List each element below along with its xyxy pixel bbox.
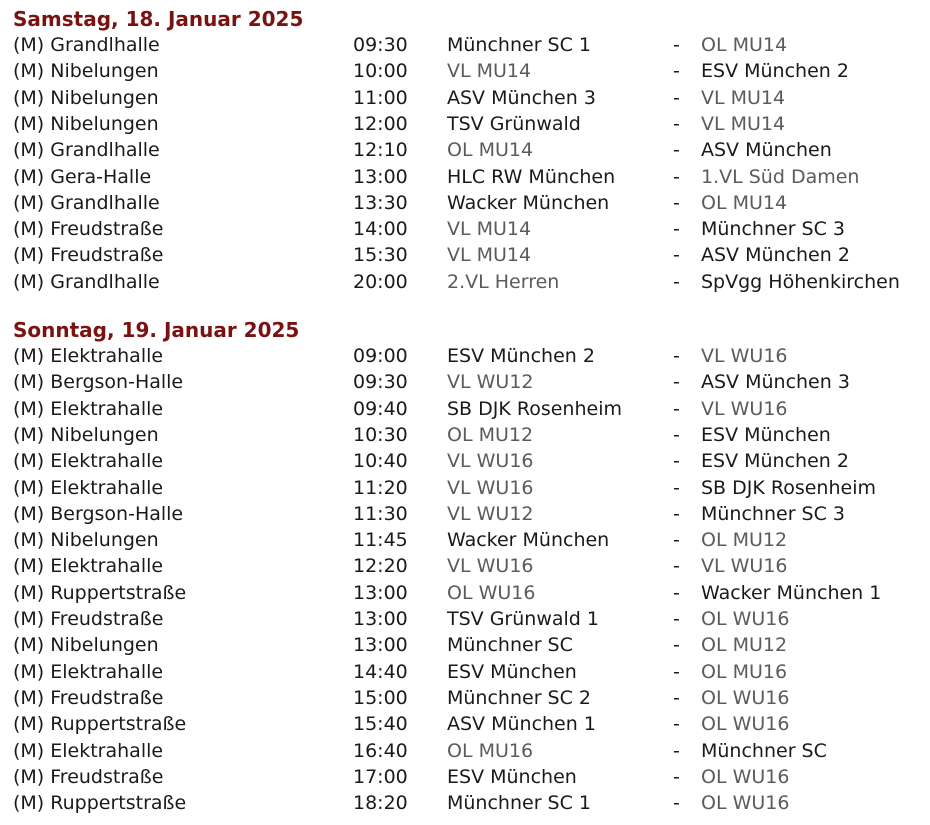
separator-dash: - bbox=[673, 581, 680, 604]
game-time: 12:20 bbox=[353, 555, 408, 578]
separator-dash: - bbox=[673, 371, 680, 394]
home-team: ESV München bbox=[447, 765, 577, 788]
away-team: ASV München 2 bbox=[701, 244, 850, 267]
game-time: 15:30 bbox=[353, 244, 408, 267]
away-team: VL MU14 bbox=[701, 86, 786, 109]
away-team: OL WU16 bbox=[701, 765, 790, 788]
separator-dash: - bbox=[673, 423, 680, 446]
away-team: ASV München 3 bbox=[701, 371, 850, 394]
game-row bbox=[0, 738, 930, 764]
separator-dash: - bbox=[673, 529, 680, 552]
away-team: OL WU16 bbox=[701, 713, 790, 736]
game-row bbox=[0, 242, 930, 268]
game-location: (M) Elektrahalle bbox=[13, 660, 164, 683]
game-time: 10:40 bbox=[353, 450, 408, 473]
away-team: ESV München 2 bbox=[701, 60, 849, 83]
away-team: ESV München bbox=[701, 423, 831, 446]
separator-dash: - bbox=[673, 555, 680, 578]
home-team: ESV München bbox=[447, 660, 577, 683]
game-time: 20:00 bbox=[353, 270, 408, 293]
game-time: 16:40 bbox=[353, 739, 408, 762]
separator-dash: - bbox=[673, 244, 680, 267]
game-time: 11:30 bbox=[353, 502, 408, 525]
game-location: (M) Nibelungen bbox=[13, 634, 159, 657]
game-location: (M) Freudstraße bbox=[13, 608, 164, 630]
game-row bbox=[0, 343, 930, 369]
game-location: (M) Nibelungen bbox=[13, 60, 159, 83]
game-location: (M) Ruppertstraße bbox=[13, 792, 187, 815]
home-team: 2.VL Herren bbox=[447, 270, 560, 293]
away-team: SB DJK Rosenheim bbox=[701, 476, 876, 499]
game-row bbox=[0, 501, 930, 527]
game-row bbox=[0, 85, 930, 111]
game-row bbox=[0, 659, 930, 685]
separator-dash: - bbox=[673, 191, 680, 214]
away-team: OL MU12 bbox=[701, 634, 788, 657]
game-time: 12:00 bbox=[353, 112, 408, 135]
away-team: OL MU14 bbox=[701, 34, 788, 56]
home-team: Wacker München bbox=[447, 191, 610, 214]
separator-dash: - bbox=[673, 34, 680, 56]
game-location: (M) Elektrahalle bbox=[13, 345, 164, 367]
home-team: OL MU12 bbox=[447, 423, 534, 446]
game-time: 10:00 bbox=[353, 60, 408, 83]
home-team: TSV Grünwald bbox=[447, 112, 581, 135]
game-row bbox=[0, 580, 930, 606]
game-location: (M) Ruppertstraße bbox=[13, 581, 187, 604]
separator-dash: - bbox=[673, 792, 680, 815]
home-team: ASV München 1 bbox=[447, 713, 596, 736]
game-row bbox=[0, 475, 930, 501]
game-row bbox=[0, 685, 930, 711]
game-row bbox=[0, 137, 930, 163]
game-row bbox=[0, 396, 930, 422]
game-row bbox=[0, 164, 930, 190]
separator-dash: - bbox=[673, 397, 680, 420]
home-team: ESV München 2 bbox=[447, 345, 595, 367]
game-time: 09:30 bbox=[353, 371, 408, 394]
away-team: OL MU16 bbox=[701, 660, 788, 683]
game-time: 15:00 bbox=[353, 686, 408, 709]
game-location: (M) Elektrahalle bbox=[13, 739, 164, 762]
home-team: VL MU14 bbox=[447, 244, 532, 267]
separator-dash: - bbox=[673, 218, 680, 241]
game-row bbox=[0, 553, 930, 579]
day-heading: Samstag, 18. Januar 2025 bbox=[13, 7, 304, 31]
game-location: (M) Freudstraße bbox=[13, 218, 164, 241]
game-location: (M) Grandlhalle bbox=[13, 139, 160, 162]
game-row bbox=[0, 111, 930, 137]
separator-dash: - bbox=[673, 476, 680, 499]
game-location: (M) Elektrahalle bbox=[13, 450, 164, 473]
game-time: 11:45 bbox=[353, 529, 408, 552]
game-time: 09:40 bbox=[353, 397, 408, 420]
separator-dash: - bbox=[673, 765, 680, 788]
game-time: 17:00 bbox=[353, 765, 408, 788]
day-heading: Sonntag, 19. Januar 2025 bbox=[13, 318, 300, 342]
game-row bbox=[0, 632, 930, 658]
separator-dash: - bbox=[673, 139, 680, 162]
home-team: OL MU16 bbox=[447, 739, 534, 762]
away-team: Münchner SC 3 bbox=[701, 502, 846, 525]
home-team: VL WU12 bbox=[447, 502, 534, 525]
away-team: OL WU16 bbox=[701, 608, 790, 630]
game-row bbox=[0, 711, 930, 737]
away-team: SpVgg Höhenkirchen bbox=[701, 270, 900, 293]
home-team: Münchner SC 1 bbox=[447, 34, 592, 56]
separator-dash: - bbox=[673, 739, 680, 762]
home-team: VL MU14 bbox=[447, 60, 532, 83]
home-team: ASV München 3 bbox=[447, 86, 596, 109]
game-location: (M) Nibelungen bbox=[13, 423, 159, 446]
separator-dash: - bbox=[673, 112, 680, 135]
game-location: (M) Nibelungen bbox=[13, 86, 159, 109]
separator-dash: - bbox=[673, 450, 680, 473]
game-location: (M) Elektrahalle bbox=[13, 397, 164, 420]
game-location: (M) Freudstraße bbox=[13, 244, 164, 267]
home-team: VL WU16 bbox=[447, 476, 534, 499]
separator-dash: - bbox=[673, 60, 680, 83]
game-row bbox=[0, 790, 930, 816]
away-team: ASV München bbox=[701, 139, 832, 162]
game-location: (M) Elektrahalle bbox=[13, 555, 164, 578]
game-time: 13:30 bbox=[353, 191, 408, 214]
game-time: 12:10 bbox=[353, 139, 408, 162]
separator-dash: - bbox=[673, 686, 680, 709]
game-time: 13:00 bbox=[353, 581, 408, 604]
game-row bbox=[0, 269, 930, 295]
separator-dash: - bbox=[673, 713, 680, 736]
game-time: 09:00 bbox=[353, 345, 408, 367]
game-time: 09:30 bbox=[353, 34, 408, 56]
game-location: (M) Grandlhalle bbox=[13, 270, 160, 293]
game-location: (M) Bergson-Halle bbox=[13, 371, 184, 394]
game-time: 13:00 bbox=[353, 634, 408, 657]
game-time: 13:00 bbox=[353, 608, 408, 630]
separator-dash: - bbox=[673, 270, 680, 293]
game-row bbox=[0, 58, 930, 84]
home-team: VL MU14 bbox=[447, 218, 532, 241]
game-location: (M) Gera-Halle bbox=[13, 165, 152, 188]
home-team: SB DJK Rosenheim bbox=[447, 397, 622, 420]
game-location: (M) Ruppertstraße bbox=[13, 713, 187, 736]
game-row bbox=[0, 764, 930, 790]
separator-dash: - bbox=[673, 608, 680, 630]
away-team: VL WU16 bbox=[701, 397, 788, 420]
separator-dash: - bbox=[673, 502, 680, 525]
game-location: (M) Grandlhalle bbox=[13, 34, 160, 56]
away-team: Münchner SC 3 bbox=[701, 218, 846, 241]
home-team: VL WU16 bbox=[447, 450, 534, 473]
game-time: 18:20 bbox=[353, 792, 408, 815]
game-time: 15:40 bbox=[353, 713, 408, 736]
game-time: 11:00 bbox=[353, 86, 408, 109]
away-team: 1.VL Süd Damen bbox=[701, 165, 860, 188]
separator-dash: - bbox=[673, 345, 680, 367]
game-time: 11:20 bbox=[353, 476, 408, 499]
game-location: (M) Grandlhalle bbox=[13, 191, 160, 214]
separator-dash: - bbox=[673, 660, 680, 683]
game-location: (M) Nibelungen bbox=[13, 112, 159, 135]
away-team: OL WU16 bbox=[701, 792, 790, 815]
game-row bbox=[0, 369, 930, 395]
home-team: VL WU16 bbox=[447, 555, 534, 578]
home-team: VL WU12 bbox=[447, 371, 534, 394]
game-location: (M) Elektrahalle bbox=[13, 476, 164, 499]
game-location: (M) Freudstraße bbox=[13, 686, 164, 709]
home-team: Wacker München bbox=[447, 529, 610, 552]
game-row bbox=[0, 606, 930, 632]
game-time: 10:30 bbox=[353, 423, 408, 446]
home-team: Münchner SC 1 bbox=[447, 792, 592, 815]
away-team: OL MU12 bbox=[701, 529, 788, 552]
game-location: (M) Freudstraße bbox=[13, 765, 164, 788]
game-time: 14:00 bbox=[353, 218, 408, 241]
away-team: OL MU14 bbox=[701, 191, 788, 214]
game-row bbox=[0, 422, 930, 448]
game-time: 14:40 bbox=[353, 660, 408, 683]
game-row bbox=[0, 32, 930, 58]
away-team: Münchner SC bbox=[701, 739, 827, 762]
away-team: VL WU16 bbox=[701, 345, 788, 367]
game-row bbox=[0, 190, 930, 216]
separator-dash: - bbox=[673, 165, 680, 188]
game-row bbox=[0, 448, 930, 474]
game-time: 13:00 bbox=[353, 165, 408, 188]
game-row bbox=[0, 527, 930, 553]
separator-dash: - bbox=[673, 634, 680, 657]
separator-dash: - bbox=[673, 86, 680, 109]
away-team: ESV München 2 bbox=[701, 450, 849, 473]
game-row bbox=[0, 216, 930, 242]
away-team: Wacker München 1 bbox=[701, 581, 882, 604]
home-team: Münchner SC bbox=[447, 634, 573, 657]
away-team: VL MU14 bbox=[701, 112, 786, 135]
home-team: Münchner SC 2 bbox=[447, 686, 592, 709]
game-location: (M) Nibelungen bbox=[13, 529, 159, 552]
game-location: (M) Bergson-Halle bbox=[13, 502, 184, 525]
away-team: VL WU16 bbox=[701, 555, 788, 578]
home-team: OL WU16 bbox=[447, 581, 536, 604]
home-team: OL MU14 bbox=[447, 139, 534, 162]
home-team: HLC RW München bbox=[447, 165, 616, 188]
home-team: TSV Grünwald 1 bbox=[447, 608, 599, 630]
away-team: OL WU16 bbox=[701, 686, 790, 709]
